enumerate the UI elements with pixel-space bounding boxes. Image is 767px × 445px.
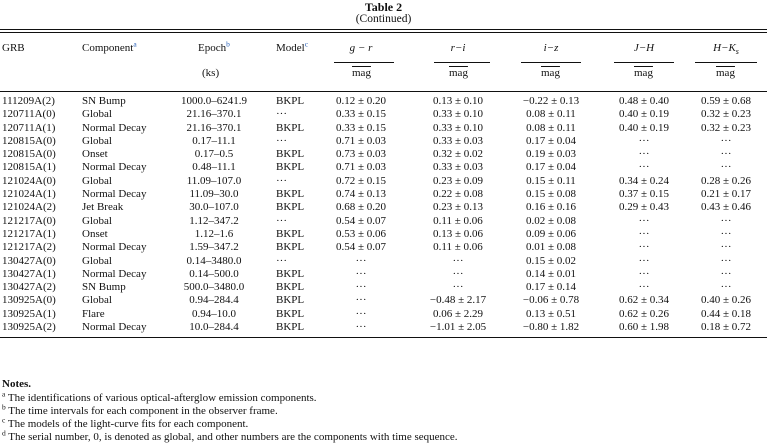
- table-row: [0, 161, 767, 174]
- cell-component: Jet Break: [82, 201, 124, 214]
- unit-r-i: $\overline{mag}$: [449, 67, 468, 79]
- cell-j-h: ···: [638, 281, 650, 294]
- header-i-z: i−z: [543, 42, 559, 54]
- cell-h-ks: ···: [720, 214, 732, 227]
- cell-epoch: 0.14–3480.0: [186, 254, 242, 267]
- cell-g-r: 0.54 ± 0.07: [335, 241, 387, 254]
- cell-epoch: 10.0–284.4: [189, 321, 239, 334]
- cell-g-r: 0.71 ± 0.03: [335, 134, 387, 147]
- cell-component: Global: [82, 174, 112, 187]
- cell-h-ks: 0.28 ± 0.26: [700, 174, 752, 187]
- cell-model: BKPL: [276, 95, 305, 107]
- cell-j-h: 0.34 ± 0.24: [618, 174, 670, 187]
- cell-epoch: 0.94–10.0: [192, 307, 236, 320]
- cell-i-z: −0.80 ± 1.82: [522, 321, 580, 334]
- table-row: [0, 135, 767, 148]
- cell-model: ···: [276, 174, 287, 187]
- cell-j-h: ···: [638, 148, 650, 161]
- table-row: [0, 268, 767, 281]
- header-model-label: Model: [276, 42, 305, 54]
- cell-grb: 130925A(1): [2, 307, 56, 320]
- cell-epoch: 21.16–370.1: [186, 108, 242, 121]
- cell-j-h: 0.62 ± 0.34: [618, 294, 670, 307]
- cell-epoch: 0.94–284.4: [189, 294, 239, 307]
- unit-j-h: $\overline{mag}$: [634, 67, 653, 79]
- cell-component: Normal Decay: [82, 241, 147, 254]
- cell-h-ks: ···: [720, 254, 732, 267]
- cell-r-i: −1.01 ± 2.05: [429, 321, 487, 334]
- note-item: [2, 415, 249, 431]
- table-body: [0, 95, 767, 334]
- cell-i-z: 0.16 ± 0.16: [525, 201, 577, 214]
- cell-i-z: 0.08 ± 0.11: [526, 121, 576, 134]
- cell-j-h: ···: [638, 227, 650, 240]
- cell-grb: 121024A(1): [2, 188, 56, 201]
- cell-r-i: 0.13 ± 0.06: [432, 227, 484, 240]
- cell-model: BKPL: [276, 227, 305, 240]
- cell-h-ks: 0.18 ± 0.72: [700, 321, 752, 334]
- cell-r-i: −0.48 ± 2.17: [429, 294, 487, 307]
- cell-i-z: 0.09 ± 0.06: [525, 227, 577, 240]
- cell-r-i: ···: [452, 281, 464, 294]
- note-text: The time intervals for each component in the observer frame.: [5, 405, 278, 417]
- table-row: [0, 95, 767, 108]
- cell-epoch: 0.17–11.1: [192, 134, 236, 147]
- cell-h-ks: ···: [720, 241, 732, 254]
- cell-j-h: 0.29 ± 0.43: [618, 201, 670, 214]
- cell-g-r: 0.54 ± 0.07: [335, 214, 387, 227]
- cell-g-r: 0.12 ± 0.20: [335, 95, 387, 107]
- footnote-marker[interactable]: c: [304, 39, 309, 49]
- table-row: [0, 122, 767, 135]
- note-item: [2, 428, 458, 444]
- cell-epoch: 21.16–370.1: [186, 121, 242, 134]
- cell-r-i: 0.11 ± 0.06: [433, 214, 483, 227]
- cell-component: Global: [82, 108, 112, 121]
- cell-model: BKPL: [276, 148, 305, 161]
- header-epoch-label: Epoch: [198, 42, 227, 54]
- cell-i-z: 0.15 ± 0.02: [525, 254, 577, 267]
- cell-r-i: 0.13 ± 0.10: [432, 95, 484, 107]
- cell-r-i: 0.22 ± 0.08: [432, 188, 484, 201]
- cell-g-r: 0.73 ± 0.03: [335, 148, 387, 161]
- cell-h-ks: 0.40 ± 0.26: [700, 294, 752, 307]
- cell-i-z: 0.17 ± 0.14: [525, 281, 577, 294]
- cell-component: SN Bump: [82, 281, 126, 294]
- cell-model: BKPL: [276, 241, 305, 254]
- cell-i-z: −0.06 ± 0.78: [522, 294, 580, 307]
- cell-i-z: 0.08 ± 0.11: [526, 108, 576, 121]
- cell-j-h: ···: [638, 161, 650, 174]
- note-item: [2, 402, 278, 418]
- cell-h-ks: ···: [720, 267, 732, 280]
- note-item: [2, 389, 317, 405]
- header-h-ks-subscript: s: [735, 47, 739, 57]
- cell-grb: 130925A(2): [2, 321, 56, 334]
- cell-g-r: ···: [355, 307, 367, 320]
- cell-j-h: 0.40 ± 0.19: [618, 108, 670, 121]
- cell-grb: 111209A(2): [2, 95, 55, 107]
- cell-r-i: 0.23 ± 0.09: [432, 174, 484, 187]
- cell-epoch: 30.0–107.0: [189, 201, 239, 214]
- cell-component: SN Bump: [82, 95, 126, 107]
- column-rule: [434, 62, 490, 63]
- unit-g-r: $\overline{mag}$: [352, 67, 371, 79]
- cell-i-z: 0.15 ± 0.11: [526, 174, 576, 187]
- table-row: [0, 215, 767, 228]
- header-h-ks-label: H−K: [713, 42, 736, 54]
- cell-component: Normal Decay: [82, 321, 147, 334]
- bottom-rule: [0, 337, 767, 338]
- cell-component: Onset: [82, 148, 108, 161]
- cell-h-ks: ···: [720, 281, 732, 294]
- note-text: The models of the light-curve fits for each component.: [5, 418, 249, 430]
- table-row: [0, 175, 767, 188]
- cell-j-h: 0.60 ± 1.98: [618, 321, 670, 334]
- cell-epoch: 1.12–347.2: [189, 214, 239, 227]
- note-text: The identifications of various optical-afterglow emission components.: [5, 392, 317, 404]
- cell-grb: 120815A(1): [2, 161, 56, 174]
- cell-j-h: ···: [638, 254, 650, 267]
- cell-epoch: 1.12–1.6: [194, 227, 234, 240]
- cell-model: BKPL: [276, 321, 305, 334]
- note-marker: a: [2, 389, 6, 399]
- cell-g-r: 0.74 ± 0.13: [335, 188, 387, 201]
- cell-j-h: 0.48 ± 0.40: [618, 95, 670, 107]
- footnote-marker[interactable]: b: [226, 39, 230, 49]
- cell-component: Onset: [82, 227, 108, 240]
- header-grb: GRB: [2, 42, 25, 54]
- header-g-r: g − r: [349, 42, 373, 54]
- cell-epoch: 0.48–11.1: [192, 161, 236, 174]
- cell-r-i: 0.32 ± 0.02: [432, 148, 484, 161]
- cell-grb: 120711A(1): [2, 121, 56, 134]
- cell-component: Normal Decay: [82, 188, 147, 201]
- table-row: [0, 241, 767, 254]
- cell-component: Flare: [82, 307, 105, 320]
- header-component: [82, 36, 137, 60]
- cell-grb: 121217A(0): [2, 214, 56, 227]
- cell-i-z: −0.22 ± 0.13: [522, 95, 580, 107]
- table-subtitle: (Continued): [355, 13, 412, 25]
- header-r-i: r−i: [450, 42, 466, 54]
- table-row: [0, 308, 767, 321]
- cell-h-ks: ···: [720, 227, 732, 240]
- cell-j-h: 0.40 ± 0.19: [618, 121, 670, 134]
- table-row: [0, 148, 767, 161]
- top-rule: [0, 29, 767, 33]
- cell-grb: 130925A(0): [2, 294, 56, 307]
- unit-h-ks: $\overline{mag}$: [716, 67, 735, 79]
- cell-model: BKPL: [276, 201, 305, 214]
- cell-g-r: 0.72 ± 0.15: [335, 174, 387, 187]
- header-component-label: Component: [82, 42, 134, 54]
- cell-component: Global: [82, 254, 112, 267]
- table-row: [0, 294, 767, 307]
- cell-r-i: 0.11 ± 0.06: [433, 241, 483, 254]
- cell-component: Global: [82, 134, 112, 147]
- cell-j-h: ···: [638, 241, 650, 254]
- cell-g-r: 0.33 ± 0.15: [335, 121, 387, 134]
- cell-j-h: 0.37 ± 0.15: [618, 188, 670, 201]
- note-marker: d: [2, 428, 6, 438]
- table-row: [0, 255, 767, 268]
- cell-epoch: 500.0–3480.0: [183, 281, 245, 294]
- cell-component: Normal Decay: [82, 121, 147, 134]
- cell-model: ···: [276, 214, 287, 227]
- footnote-marker[interactable]: a: [133, 39, 137, 49]
- note-marker: b: [2, 402, 6, 412]
- cell-h-ks: 0.32 ± 0.23: [700, 108, 752, 121]
- cell-epoch: 11.09–107.0: [186, 174, 242, 187]
- cell-model: BKPL: [276, 161, 305, 174]
- cell-r-i: 0.06 ± 2.29: [432, 307, 484, 320]
- cell-j-h: 0.62 ± 0.26: [618, 307, 670, 320]
- cell-g-r: 0.33 ± 0.15: [335, 108, 387, 121]
- cell-h-ks: 0.59 ± 0.68: [700, 95, 752, 107]
- cell-i-z: 0.17 ± 0.04: [525, 161, 577, 174]
- cell-epoch: 0.14–500.0: [189, 267, 239, 280]
- cell-g-r: 0.68 ± 0.20: [335, 201, 387, 214]
- cell-h-ks: 0.44 ± 0.18: [700, 307, 752, 320]
- cell-g-r: ···: [355, 254, 367, 267]
- cell-model: BKPL: [276, 188, 305, 201]
- cell-model: ···: [276, 108, 287, 121]
- header-j-h: J−H: [633, 42, 655, 54]
- table-row: [0, 201, 767, 214]
- note-text: The serial number, 0, is denoted as global, and other numbers are the components with time sequence.: [5, 431, 458, 443]
- cell-i-z: 0.02 ± 0.08: [525, 214, 577, 227]
- table-row: [0, 188, 767, 201]
- cell-component: Normal Decay: [82, 267, 147, 280]
- cell-h-ks: 0.32 ± 0.23: [700, 121, 752, 134]
- note-marker: c: [2, 415, 6, 425]
- cell-g-r: ···: [355, 267, 367, 280]
- cell-j-h: ···: [638, 267, 650, 280]
- table-row: [0, 108, 767, 121]
- cell-grb: 120711A(0): [2, 108, 56, 121]
- header-model: [276, 36, 308, 60]
- cell-model: BKPL: [276, 281, 305, 294]
- cell-model: BKPL: [276, 307, 305, 320]
- cell-model: BKPL: [276, 267, 305, 280]
- header-bottom-rule: [0, 91, 767, 92]
- cell-h-ks: ···: [720, 161, 732, 174]
- cell-r-i: 0.33 ± 0.03: [432, 134, 484, 147]
- cell-grb: 121217A(2): [2, 241, 56, 254]
- cell-i-z: 0.17 ± 0.04: [525, 134, 577, 147]
- cell-h-ks: ···: [720, 134, 732, 147]
- cell-g-r: 0.71 ± 0.03: [335, 161, 387, 174]
- unit-i-z: $\overline{mag}$: [541, 67, 560, 79]
- cell-i-z: 0.13 ± 0.51: [525, 307, 577, 320]
- cell-grb: 130427A(0): [2, 254, 56, 267]
- cell-model: ···: [276, 134, 287, 147]
- cell-g-r: ···: [355, 321, 367, 334]
- cell-component: Global: [82, 214, 112, 227]
- cell-epoch: 11.09–30.0: [189, 188, 239, 201]
- cell-r-i: ···: [452, 267, 464, 280]
- cell-g-r: ···: [355, 281, 367, 294]
- cell-model: BKPL: [276, 121, 305, 134]
- cell-h-ks: 0.21 ± 0.17: [700, 188, 752, 201]
- header-epoch: [198, 36, 230, 60]
- cell-epoch: 1000.0–6241.9: [181, 95, 247, 107]
- column-rule: [334, 62, 394, 63]
- column-rule: [614, 62, 674, 63]
- cell-epoch: 0.17–0.5: [194, 148, 234, 161]
- cell-g-r: 0.53 ± 0.06: [335, 227, 387, 240]
- cell-j-h: ···: [638, 214, 650, 227]
- cell-r-i: 0.33 ± 0.03: [432, 161, 484, 174]
- cell-grb: 130427A(1): [2, 267, 56, 280]
- cell-h-ks: ···: [720, 148, 732, 161]
- cell-grb: 121024A(2): [2, 201, 56, 214]
- cell-r-i: 0.33 ± 0.10: [432, 108, 484, 121]
- column-rule: [521, 62, 581, 63]
- cell-component: Global: [82, 294, 112, 307]
- table-row: [0, 228, 767, 241]
- table-row: [0, 281, 767, 294]
- cell-grb: 121217A(1): [2, 227, 56, 240]
- cell-g-r: ···: [355, 294, 367, 307]
- column-rule: [695, 62, 757, 63]
- cell-grb: 120815A(0): [2, 148, 56, 161]
- cell-r-i: 0.23 ± 0.13: [432, 201, 484, 214]
- notes-title: Notes.: [2, 378, 32, 390]
- cell-grb: 121024A(0): [2, 174, 56, 187]
- cell-epoch: 1.59–347.2: [189, 241, 239, 254]
- cell-i-z: 0.01 ± 0.08: [525, 241, 577, 254]
- cell-i-z: 0.14 ± 0.01: [525, 267, 577, 280]
- cell-grb: 120815A(0): [2, 134, 56, 147]
- cell-component: Normal Decay: [82, 161, 147, 174]
- table-title: Table 2: [364, 0, 403, 14]
- header-h-ks: [685, 36, 767, 60]
- cell-r-i: 0.33 ± 0.10: [432, 121, 484, 134]
- cell-model: BKPL: [276, 294, 305, 307]
- cell-grb: 130427A(2): [2, 281, 56, 294]
- cell-model: ···: [276, 254, 287, 267]
- cell-j-h: ···: [638, 134, 650, 147]
- cell-r-i: ···: [452, 254, 464, 267]
- table-row: [0, 321, 767, 334]
- unit-epoch: (ks): [202, 67, 220, 79]
- cell-i-z: 0.15 ± 0.08: [525, 188, 577, 201]
- cell-h-ks: 0.43 ± 0.46: [700, 201, 752, 214]
- cell-i-z: 0.19 ± 0.03: [525, 148, 577, 161]
